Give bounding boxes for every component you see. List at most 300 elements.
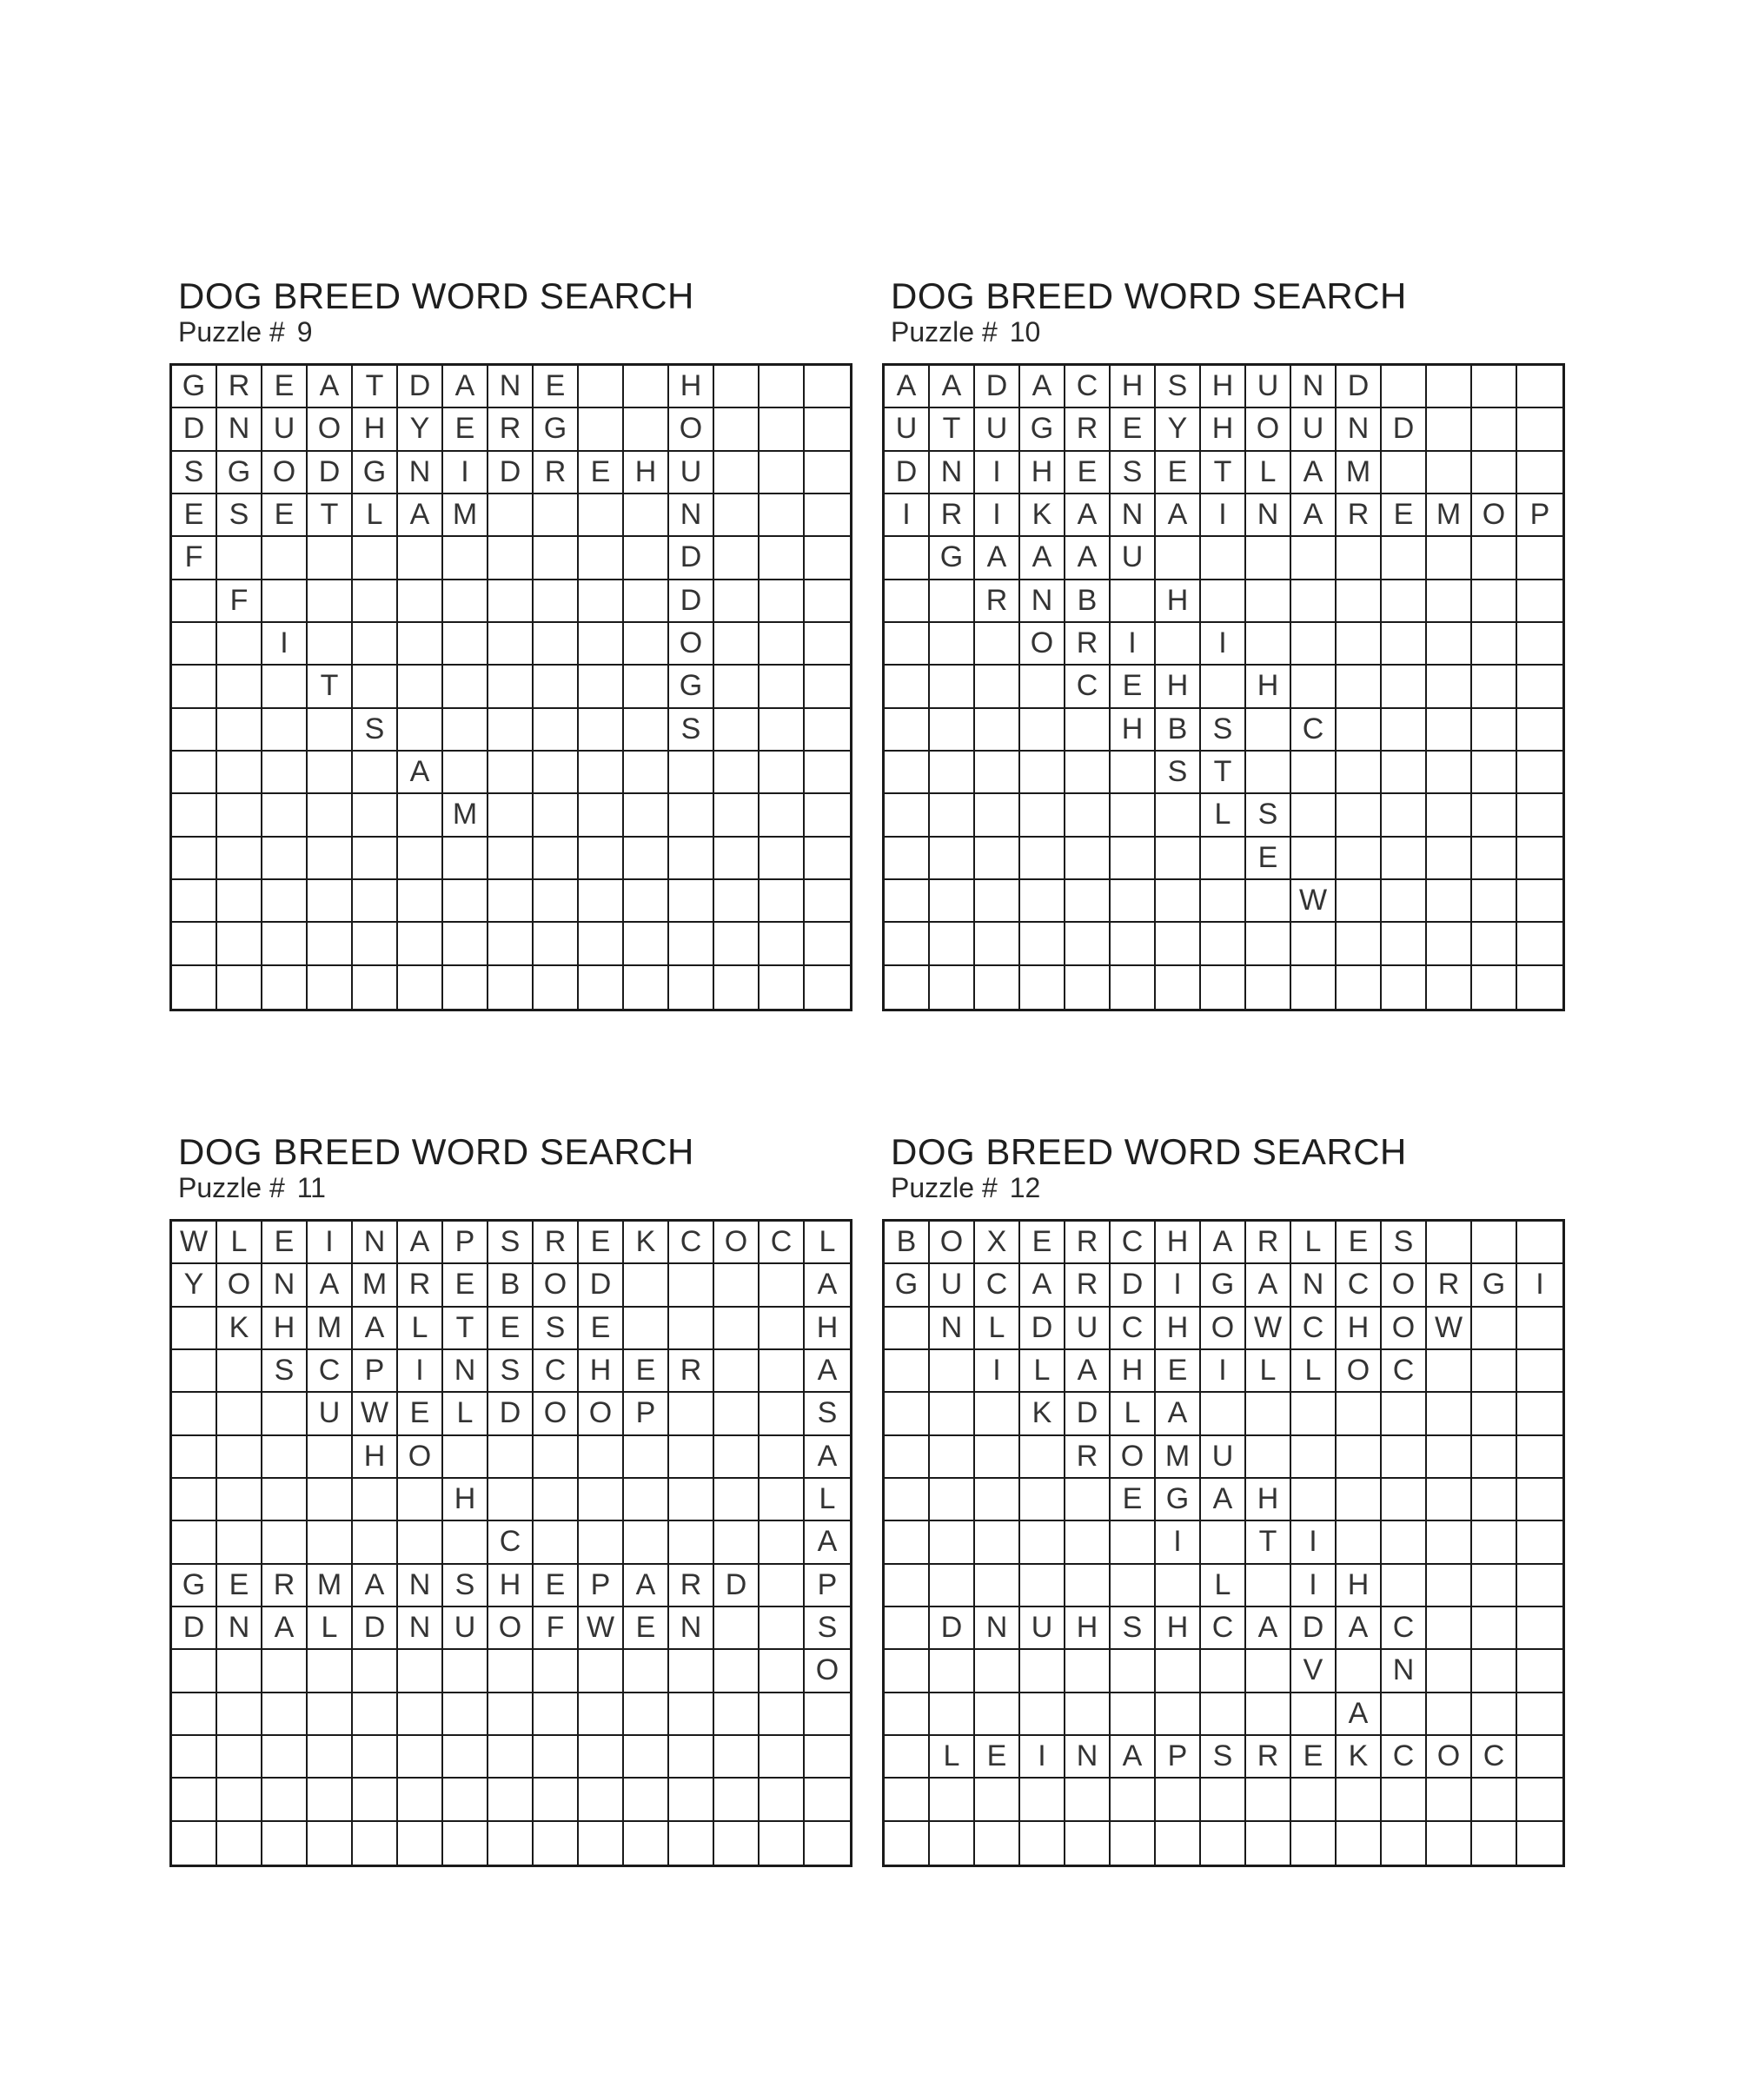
grid-cell bbox=[1427, 794, 1472, 837]
grid-cell: D bbox=[714, 1565, 760, 1607]
grid-cell: R bbox=[930, 494, 975, 537]
grid-cell bbox=[760, 1479, 805, 1521]
grid-cell bbox=[760, 1650, 805, 1693]
grid-cell bbox=[1472, 966, 1517, 1009]
grid-cell: S bbox=[172, 452, 217, 494]
grid-cell: D bbox=[669, 580, 714, 623]
grid-cell bbox=[1337, 1479, 1382, 1521]
grid-cell: H bbox=[353, 408, 398, 451]
grid-cell: A bbox=[308, 366, 353, 408]
grid-cell: G bbox=[1156, 1479, 1201, 1521]
grid-cell: P bbox=[353, 1350, 398, 1393]
grid-cell: C bbox=[1201, 1607, 1246, 1650]
grid-cell bbox=[1337, 1822, 1382, 1865]
grid-cell bbox=[669, 838, 714, 880]
grid-cell bbox=[760, 1393, 805, 1435]
grid-cell bbox=[975, 752, 1020, 794]
grid-cell: L bbox=[1201, 1565, 1246, 1607]
grid-cell: H bbox=[1156, 1607, 1201, 1650]
grid-cell bbox=[579, 923, 624, 965]
grid-cell bbox=[930, 1393, 975, 1435]
grid-cell bbox=[885, 1736, 930, 1779]
grid-cell bbox=[1337, 923, 1382, 965]
grid-cell bbox=[443, 966, 488, 1009]
grid-cell: C bbox=[534, 1350, 579, 1393]
grid-cell bbox=[760, 838, 805, 880]
grid-cell bbox=[1337, 966, 1382, 1009]
grid-cell: H bbox=[1111, 1350, 1156, 1393]
grid-cell: H bbox=[1111, 709, 1156, 752]
grid-cell: A bbox=[1020, 366, 1065, 408]
letter-grid bbox=[169, 1219, 852, 1867]
grid-cell bbox=[1427, 923, 1472, 965]
grid-cell: T bbox=[308, 494, 353, 537]
grid-cell bbox=[1337, 623, 1382, 666]
grid-cell bbox=[353, 1822, 398, 1865]
grid-cell: A bbox=[624, 1565, 669, 1607]
grid-cell bbox=[1201, 666, 1246, 708]
grid-cell bbox=[443, 752, 488, 794]
grid-cell: N bbox=[353, 1222, 398, 1264]
grid-cell bbox=[1517, 1436, 1562, 1479]
grid-cell bbox=[1201, 1393, 1246, 1435]
grid-cell: I bbox=[975, 452, 1020, 494]
grid-cell bbox=[714, 1822, 760, 1865]
grid-cell bbox=[488, 1693, 534, 1736]
grid-cell bbox=[534, 1736, 579, 1779]
grid-cell bbox=[930, 752, 975, 794]
grid-cell bbox=[488, 838, 534, 880]
grid-cell bbox=[488, 623, 534, 666]
grid-cell bbox=[443, 1736, 488, 1779]
grid-cell bbox=[975, 1779, 1020, 1821]
grid-cell: U bbox=[262, 408, 308, 451]
grid-cell bbox=[1201, 537, 1246, 580]
puzzle-label: Puzzle # bbox=[178, 316, 285, 348]
grid-cell bbox=[1427, 1565, 1472, 1607]
grid-cell bbox=[1382, 1779, 1427, 1821]
grid-cell bbox=[1337, 1650, 1382, 1693]
grid-cell bbox=[262, 537, 308, 580]
grid-cell bbox=[579, 1521, 624, 1564]
grid-cell: D bbox=[669, 537, 714, 580]
grid-cell bbox=[1201, 966, 1246, 1009]
grid-cell bbox=[534, 838, 579, 880]
grid-cell: R bbox=[1337, 494, 1382, 537]
grid-cell bbox=[805, 366, 850, 408]
grid-cell bbox=[579, 1436, 624, 1479]
grid-cell: R bbox=[669, 1350, 714, 1393]
grid-cell: A bbox=[262, 1607, 308, 1650]
grid-cell bbox=[1291, 666, 1337, 708]
grid-cell bbox=[885, 1822, 930, 1865]
grid-cell: S bbox=[443, 1565, 488, 1607]
grid-cell bbox=[1382, 752, 1427, 794]
grid-cell bbox=[1472, 1479, 1517, 1521]
grid-cell bbox=[353, 1479, 398, 1521]
grid-cell bbox=[930, 1779, 975, 1821]
grid-cell: A bbox=[1201, 1479, 1246, 1521]
grid-cell bbox=[353, 966, 398, 1009]
grid-cell: D bbox=[308, 452, 353, 494]
puzzle-label: Puzzle # bbox=[178, 1172, 285, 1203]
grid-cell bbox=[885, 1650, 930, 1693]
grid-cell bbox=[930, 838, 975, 880]
grid-cell bbox=[1156, 1779, 1201, 1821]
grid-cell bbox=[714, 666, 760, 708]
grid-cell: E bbox=[1246, 838, 1291, 880]
grid-cell bbox=[308, 1736, 353, 1779]
grid-cell bbox=[1201, 880, 1246, 923]
grid-cell bbox=[1517, 452, 1562, 494]
grid-cell bbox=[760, 1565, 805, 1607]
grid-cell bbox=[714, 494, 760, 537]
grid-cell bbox=[1472, 1350, 1517, 1393]
grid-cell bbox=[1517, 623, 1562, 666]
grid-cell: S bbox=[353, 709, 398, 752]
grid-cell: N bbox=[488, 366, 534, 408]
grid-cell bbox=[262, 1521, 308, 1564]
grid-cell bbox=[1156, 923, 1201, 965]
grid-cell bbox=[760, 580, 805, 623]
grid-cell bbox=[1291, 537, 1337, 580]
grid-cell bbox=[930, 1479, 975, 1521]
grid-cell: H bbox=[805, 1308, 850, 1350]
grid-cell bbox=[172, 709, 217, 752]
grid-cell: L bbox=[1201, 794, 1246, 837]
grid-cell bbox=[262, 752, 308, 794]
grid-cell bbox=[443, 537, 488, 580]
puzzle-subtitle bbox=[178, 1172, 326, 1203]
grid-cell bbox=[398, 580, 443, 623]
grid-cell bbox=[1427, 880, 1472, 923]
grid-cell bbox=[669, 923, 714, 965]
grid-cell: C bbox=[1382, 1736, 1427, 1779]
grid-cell: S bbox=[805, 1607, 850, 1650]
grid-cell bbox=[760, 1350, 805, 1393]
grid-cell: I bbox=[1156, 1521, 1201, 1564]
grid-cell bbox=[885, 1565, 930, 1607]
grid-cell bbox=[353, 1779, 398, 1821]
grid-cell bbox=[308, 1650, 353, 1693]
grid-cell: L bbox=[975, 1308, 1020, 1350]
grid-cell: N bbox=[669, 1607, 714, 1650]
puzzle-number: 10 bbox=[1009, 316, 1041, 348]
grid-cell bbox=[1156, 966, 1201, 1009]
grid-cell: U bbox=[975, 408, 1020, 451]
grid-cell bbox=[975, 623, 1020, 666]
grid-cell bbox=[714, 1479, 760, 1521]
grid-cell bbox=[760, 966, 805, 1009]
grid-cell bbox=[1472, 1822, 1517, 1865]
grid-cell bbox=[1337, 666, 1382, 708]
grid-cell: H bbox=[262, 1308, 308, 1350]
grid-cell: D bbox=[930, 1607, 975, 1650]
grid-cell bbox=[760, 452, 805, 494]
grid-cell bbox=[398, 1822, 443, 1865]
grid-cell bbox=[1246, 1693, 1291, 1736]
grid-cell bbox=[1111, 1779, 1156, 1821]
grid-cell: A bbox=[1020, 1264, 1065, 1307]
grid-cell bbox=[217, 1350, 262, 1393]
grid-cell bbox=[669, 1264, 714, 1307]
grid-cell: H bbox=[1337, 1308, 1382, 1350]
grid-cell bbox=[534, 1822, 579, 1865]
grid-cell bbox=[443, 1693, 488, 1736]
grid-cell bbox=[760, 666, 805, 708]
grid-cell bbox=[217, 923, 262, 965]
grid-cell bbox=[1291, 794, 1337, 837]
grid-cell: O bbox=[1111, 1436, 1156, 1479]
grid-cell bbox=[1156, 794, 1201, 837]
grid-cell bbox=[1291, 623, 1337, 666]
grid-cell: R bbox=[975, 580, 1020, 623]
grid-cell: O bbox=[669, 623, 714, 666]
grid-cell: H bbox=[1201, 366, 1246, 408]
grid-cell bbox=[398, 666, 443, 708]
grid-cell: S bbox=[1111, 1607, 1156, 1650]
grid-cell bbox=[262, 880, 308, 923]
grid-cell bbox=[1111, 966, 1156, 1009]
grid-cell bbox=[624, 1693, 669, 1736]
grid-cell bbox=[443, 1779, 488, 1821]
grid-cell bbox=[308, 1822, 353, 1865]
grid-cell bbox=[308, 1779, 353, 1821]
grid-cell: W bbox=[172, 1222, 217, 1264]
grid-cell bbox=[1246, 966, 1291, 1009]
grid-cell: R bbox=[1246, 1736, 1291, 1779]
grid-cell bbox=[398, 880, 443, 923]
grid-cell bbox=[669, 1736, 714, 1779]
grid-cell bbox=[1427, 1479, 1472, 1521]
grid-cell bbox=[930, 709, 975, 752]
grid-cell bbox=[805, 408, 850, 451]
grid-cell: X bbox=[975, 1222, 1020, 1264]
grid-cell bbox=[1517, 1308, 1562, 1350]
grid-cell bbox=[353, 1693, 398, 1736]
grid-cell: S bbox=[217, 494, 262, 537]
grid-cell bbox=[1201, 923, 1246, 965]
grid-cell: T bbox=[1201, 452, 1246, 494]
grid-cell bbox=[885, 1521, 930, 1564]
grid-cell: L bbox=[1111, 1393, 1156, 1435]
grid-cell bbox=[579, 1650, 624, 1693]
grid-cell: O bbox=[534, 1393, 579, 1435]
grid-cell bbox=[1472, 1222, 1517, 1264]
grid-cell: A bbox=[805, 1436, 850, 1479]
grid-cell bbox=[760, 1607, 805, 1650]
grid-cell: E bbox=[1156, 1350, 1201, 1393]
grid-cell bbox=[398, 1650, 443, 1693]
grid-cell bbox=[1382, 1393, 1427, 1435]
grid-cell bbox=[1427, 838, 1472, 880]
grid-cell bbox=[262, 1779, 308, 1821]
grid-cell: D bbox=[1020, 1308, 1065, 1350]
grid-cell bbox=[488, 794, 534, 837]
grid-cell bbox=[1517, 794, 1562, 837]
grid-cell bbox=[172, 666, 217, 708]
grid-cell: C bbox=[1291, 709, 1337, 752]
grid-cell bbox=[398, 1779, 443, 1821]
grid-cell: U bbox=[1065, 1308, 1111, 1350]
grid-cell: A bbox=[1020, 537, 1065, 580]
grid-cell bbox=[1337, 838, 1382, 880]
grid-cell bbox=[714, 1779, 760, 1821]
grid-cell: L bbox=[805, 1479, 850, 1521]
grid-cell bbox=[930, 923, 975, 965]
grid-cell bbox=[669, 1479, 714, 1521]
grid-cell: M bbox=[1337, 452, 1382, 494]
grid-cell bbox=[398, 838, 443, 880]
grid-cell bbox=[930, 1565, 975, 1607]
grid-cell bbox=[488, 1650, 534, 1693]
grid-cell bbox=[308, 880, 353, 923]
grid-cell: H bbox=[353, 1436, 398, 1479]
grid-cell bbox=[885, 1393, 930, 1435]
grid-cell: I bbox=[1201, 623, 1246, 666]
grid-cell: O bbox=[1201, 1308, 1246, 1350]
grid-cell: I bbox=[262, 623, 308, 666]
grid-cell bbox=[669, 1779, 714, 1821]
grid-cell bbox=[624, 1736, 669, 1779]
grid-cell bbox=[669, 966, 714, 1009]
grid-cell: H bbox=[1156, 1308, 1201, 1350]
grid-cell bbox=[805, 452, 850, 494]
grid-cell bbox=[714, 709, 760, 752]
grid-cell: E bbox=[217, 1565, 262, 1607]
grid-cell bbox=[885, 537, 930, 580]
grid-cell bbox=[534, 1779, 579, 1821]
grid-cell: I bbox=[443, 452, 488, 494]
grid-cell: R bbox=[1246, 1222, 1291, 1264]
grid-cell bbox=[1517, 1521, 1562, 1564]
grid-cell: D bbox=[1337, 366, 1382, 408]
grid-cell: F bbox=[172, 537, 217, 580]
grid-cell bbox=[1020, 709, 1065, 752]
grid-cell bbox=[975, 966, 1020, 1009]
grid-cell bbox=[1337, 1521, 1382, 1564]
grid-cell: S bbox=[488, 1222, 534, 1264]
grid-cell bbox=[217, 537, 262, 580]
grid-cell bbox=[885, 1779, 930, 1821]
grid-cell bbox=[308, 623, 353, 666]
grid-cell bbox=[172, 1736, 217, 1779]
grid-cell bbox=[1246, 1779, 1291, 1821]
grid-cell bbox=[488, 494, 534, 537]
grid-cell bbox=[1382, 966, 1427, 1009]
grid-cell: E bbox=[488, 1308, 534, 1350]
grid-cell bbox=[975, 1693, 1020, 1736]
grid-cell bbox=[1111, 838, 1156, 880]
grid-cell bbox=[398, 794, 443, 837]
grid-cell bbox=[1382, 709, 1427, 752]
grid-cell bbox=[308, 1521, 353, 1564]
grid-cell bbox=[443, 1822, 488, 1865]
grid-cell bbox=[1382, 1565, 1427, 1607]
grid-cell bbox=[760, 880, 805, 923]
grid-cell: O bbox=[217, 1264, 262, 1307]
puzzle-number: 9 bbox=[296, 316, 313, 348]
grid-cell: I bbox=[1201, 1350, 1246, 1393]
grid-cell bbox=[1201, 838, 1246, 880]
grid-cell bbox=[885, 709, 930, 752]
grid-cell bbox=[1111, 1565, 1156, 1607]
grid-cell bbox=[534, 666, 579, 708]
grid-cell bbox=[579, 1479, 624, 1521]
grid-cell bbox=[172, 1393, 217, 1435]
puzzle-title: DOG BREED WORD SEARCH bbox=[178, 275, 694, 316]
grid-cell bbox=[172, 838, 217, 880]
grid-cell bbox=[262, 709, 308, 752]
grid-cell: I bbox=[975, 1350, 1020, 1393]
grid-cell bbox=[624, 580, 669, 623]
grid-cell: H bbox=[579, 1350, 624, 1393]
grid-cell: U bbox=[1291, 408, 1337, 451]
grid-cell bbox=[1517, 1607, 1562, 1650]
grid-cell bbox=[443, 580, 488, 623]
grid-cell bbox=[172, 923, 217, 965]
grid-cell: L bbox=[1246, 452, 1291, 494]
grid-cell bbox=[1472, 709, 1517, 752]
grid-cell bbox=[624, 1308, 669, 1350]
grid-cell bbox=[714, 1264, 760, 1307]
grid-cell bbox=[488, 666, 534, 708]
grid-cell bbox=[714, 1607, 760, 1650]
grid-cell: E bbox=[262, 494, 308, 537]
grid-cell bbox=[1472, 537, 1517, 580]
grid-cell bbox=[1020, 1436, 1065, 1479]
grid-cell: A bbox=[398, 1222, 443, 1264]
grid-cell bbox=[172, 752, 217, 794]
grid-cell bbox=[217, 1693, 262, 1736]
grid-cell bbox=[1427, 580, 1472, 623]
grid-cell bbox=[1427, 452, 1472, 494]
grid-cell bbox=[1517, 666, 1562, 708]
grid-cell bbox=[930, 1521, 975, 1564]
grid-cell bbox=[760, 752, 805, 794]
grid-cell: B bbox=[488, 1264, 534, 1307]
grid-cell bbox=[1020, 1479, 1065, 1521]
grid-cell bbox=[262, 1736, 308, 1779]
grid-cell: T bbox=[1246, 1521, 1291, 1564]
grid-cell bbox=[217, 1822, 262, 1865]
grid-cell: A bbox=[1337, 1693, 1382, 1736]
grid-cell: S bbox=[1382, 1222, 1427, 1264]
grid-cell: V bbox=[1291, 1650, 1337, 1693]
grid-cell bbox=[714, 752, 760, 794]
grid-cell bbox=[1065, 1479, 1111, 1521]
grid-cell bbox=[1382, 923, 1427, 965]
grid-cell bbox=[714, 1393, 760, 1435]
grid-cell bbox=[624, 1479, 669, 1521]
grid-cell bbox=[217, 1779, 262, 1821]
grid-cell bbox=[217, 1479, 262, 1521]
grid-cell bbox=[805, 880, 850, 923]
grid-cell bbox=[1291, 1822, 1337, 1865]
grid-cell: N bbox=[217, 1607, 262, 1650]
grid-cell: E bbox=[1111, 408, 1156, 451]
grid-cell: U bbox=[930, 1264, 975, 1307]
grid-cell bbox=[534, 580, 579, 623]
grid-cell bbox=[534, 494, 579, 537]
grid-cell bbox=[714, 1350, 760, 1393]
grid-cell bbox=[1065, 1779, 1111, 1821]
grid-cell bbox=[534, 880, 579, 923]
grid-cell bbox=[443, 1436, 488, 1479]
grid-cell: S bbox=[534, 1308, 579, 1350]
grid-cell bbox=[172, 880, 217, 923]
grid-cell: T bbox=[308, 666, 353, 708]
